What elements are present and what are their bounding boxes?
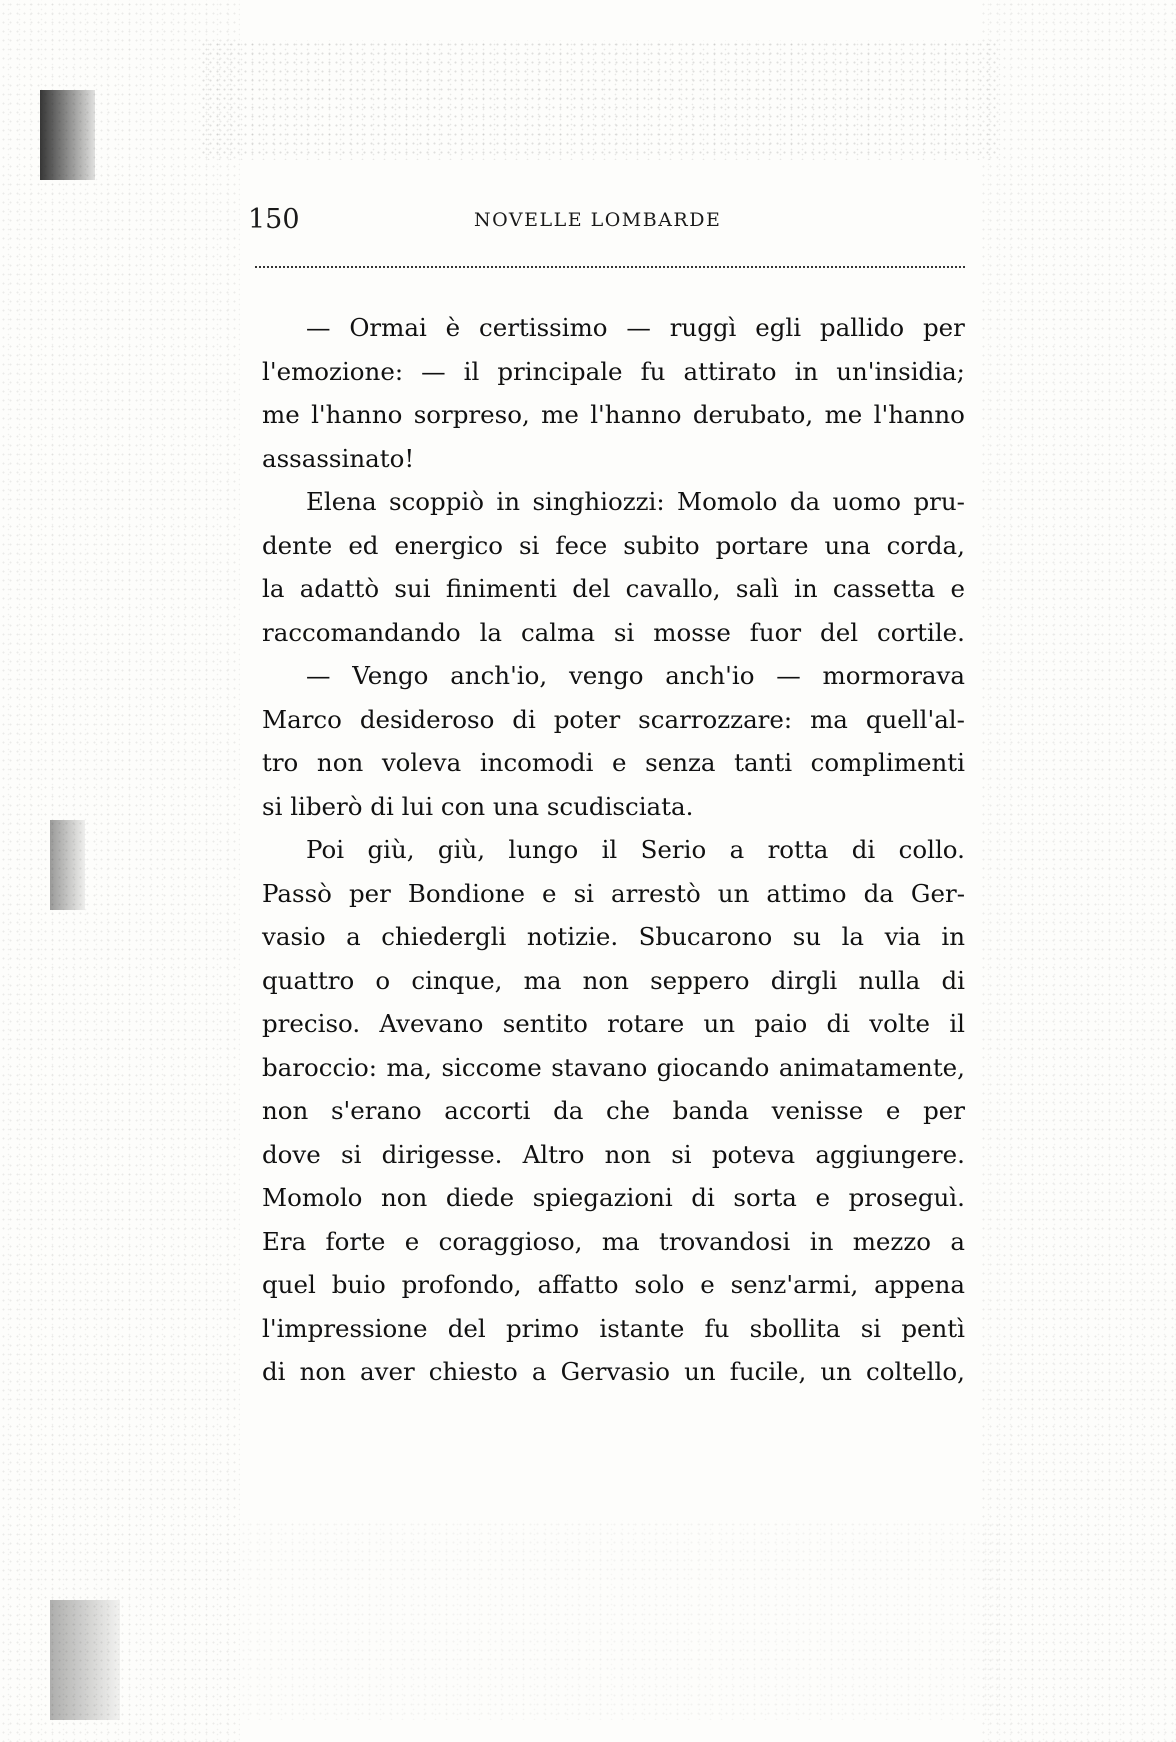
scan-smudge [50, 1600, 120, 1720]
text-line: Elena scoppiò in singhiozzi: Momolo da uomo pru- [306, 487, 965, 516]
text-line: quattro o cinque, ma non seppero dirgli nulla di [262, 965, 965, 995]
text-line: Momolo non diede spiegazioni di sorta e proseguì. [262, 1183, 965, 1212]
text-line: Marco desideroso di poter scarrozzare: ma quell'al- [262, 704, 965, 734]
scan-noise-left [0, 0, 240, 1742]
text-line: tro non voleva incomodi e senza tanti complimenti [262, 748, 965, 777]
page-number: 150 [248, 204, 300, 235]
text-line: — Vengo anch'io, vengo anch'io — mormorava [306, 661, 965, 690]
text-line: assassinato! [262, 443, 415, 473]
text-line: la adattò sui finimenti del cavallo, salì in cassetta e [262, 574, 965, 603]
body-text [262, 306, 965, 1394]
scan-smudge [40, 90, 95, 180]
text-line: non s'erano accorti da che banda venisse e per [262, 1096, 965, 1125]
text-line: me l'hanno sorpreso, me l'hanno derubato, me l'hanno [262, 400, 965, 429]
text-line: di non aver chiesto a Gervasio un fucile, un coltello, [262, 1357, 965, 1386]
text-line: vasio a chiedergli notizie. Sbucarono su la via in [262, 922, 965, 951]
page-header [248, 200, 968, 240]
text-line: Era forte e coraggioso, ma trovandosi in mezzo a [262, 1226, 965, 1256]
text-line: dente ed energico si fece subito portare una corda, [262, 530, 965, 560]
text-line: quel buio profondo, affatto solo e senz'armi, appena [262, 1270, 965, 1299]
text-line: raccomandando la calma si mosse fuor del cortile. [262, 617, 965, 647]
scan-smudge [50, 820, 85, 910]
text-line: dove si dirigesse. Altro non si poteva aggiungere. [262, 1139, 965, 1169]
scan-noise-top [200, 40, 1000, 160]
text-line: si liberò di lui con una scudisciata. [262, 791, 694, 821]
text-line: baroccio: ma, siccome stavano giocando animatamente, [262, 1052, 965, 1082]
scan-noise-bottom [240, 1520, 1000, 1720]
scan-noise-right [980, 0, 1176, 1742]
text-line: preciso. Avevano sentito rotare un paio di volte il [262, 1009, 965, 1038]
text-line: — Ormai è certissimo — ruggì egli pallido per [306, 313, 965, 342]
text-line: l'emozione: — il principale fu attirato in un'insidia; [262, 356, 965, 386]
text-line: l'impressione del primo istante fu sbollita si pentì [262, 1313, 965, 1343]
text-line: Poi giù, giù, lungo il Serio a rotta di collo. [306, 835, 965, 864]
running-title: NOVELLE LOMBARDE [474, 209, 722, 231]
text-line: Passò per Bondione e si arrestò un attimo da Ger- [262, 878, 965, 908]
header-divider [255, 266, 965, 268]
